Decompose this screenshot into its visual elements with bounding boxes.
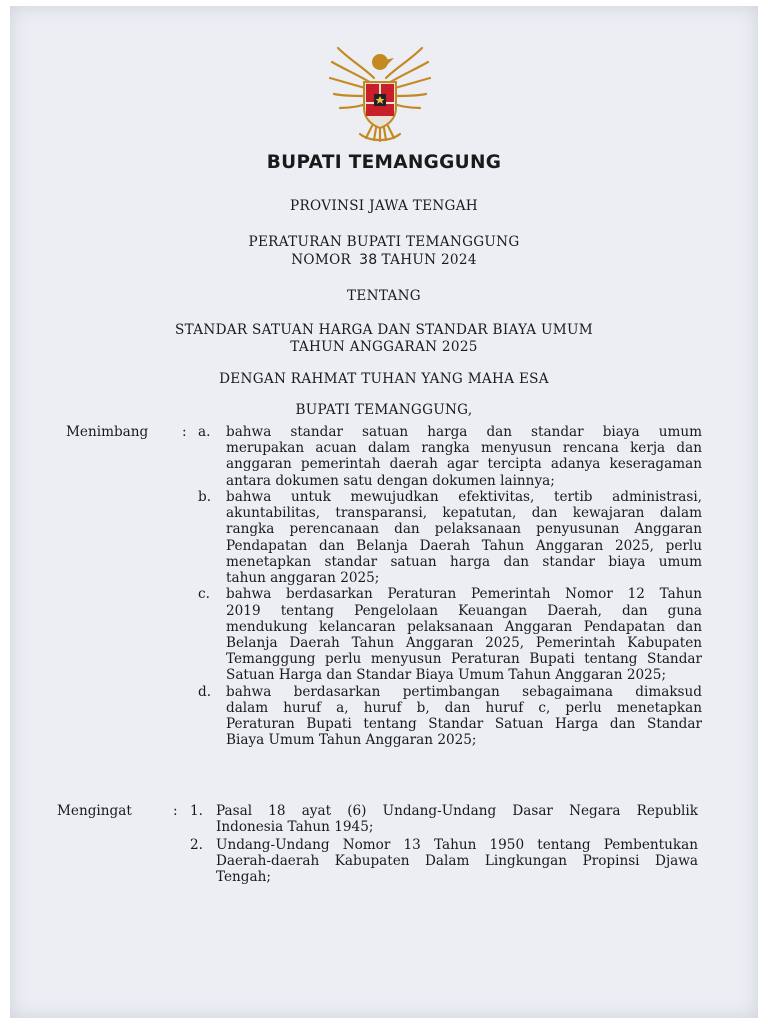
menimbang-item-line: bahwa untuk mewujudkan efektivitas, tertib administrasi,: [226, 489, 702, 505]
menimbang-item-line: tahun anggaran 2025;: [226, 570, 380, 586]
menimbang-item-line: Belanja Daerah Tahun Anggaran 2025, Pemerintah Kabupaten: [226, 635, 702, 651]
regulation-number-line: [0, 252, 768, 268]
menimbang-item-line: bahwa berdasarkan pertimbangan sebagaimana dimaksud: [226, 683, 702, 700]
mengingat-item-marker: 2.: [190, 837, 203, 853]
regent-line: BUPATI TEMANGGUNG,: [295, 402, 473, 418]
mengingat-colon: :: [173, 803, 178, 819]
mengingat-item-line: Tengah;: [216, 869, 271, 886]
blessing-line: DENGAN RAHMAT TUHAN YANG MAHA ESA: [219, 371, 549, 387]
menimbang-item-line: Satuan Harga dan Standar Biaya Umum Tahun Anggaran 2025;: [226, 667, 667, 684]
menimbang-item-line: Temanggung perlu menyusun Peraturan Bupati tentang Standar: [226, 651, 702, 668]
menimbang-item-line: bahwa standar satuan harga dan standar biaya umum: [226, 424, 702, 440]
mengingat-label: Mengingat: [57, 803, 132, 819]
menimbang-label: Menimbang: [66, 424, 149, 440]
menimbang-item-line: mendukung kelancaran pelaksanaan Anggaran Pendapatan dan: [226, 618, 702, 635]
issuing-authority-title: BUPATI TEMANGGUNG: [266, 152, 502, 173]
menimbang-item-marker: b.: [198, 489, 212, 505]
menimbang-item-line: antara dokumen satu dengan dokumen lainnya;: [226, 472, 555, 489]
mengingat-item-line: Pasal 18 ayat (6) Undang-Undang Dasar Negara Republik: [216, 803, 698, 819]
about-heading: TENTANG: [347, 288, 421, 304]
menimbang-item-line: akuntabilitas, transparansi, kepatutan, dan kewajaran dalam: [226, 505, 702, 522]
menimbang-item-line: merupakan acuan dalam rangka menyusun rencana kerja dan: [226, 440, 702, 457]
menimbang-item-line: menetapkan standar satuan harga dan standar biaya umum: [226, 553, 702, 570]
subject-line-1: STANDAR SATUAN HARGA DAN STANDAR BIAYA UMUM: [175, 322, 593, 338]
mengingat-item-line: Daerah-daerah Kabupaten Dalam Lingkungan Propinsi Djawa: [216, 853, 698, 870]
menimbang-item-marker: c.: [198, 586, 210, 603]
mengingat-item-line: Undang-Undang Nomor 13 Tahun 1950 tentang Pembentukan: [216, 837, 698, 853]
menimbang-item-line: 2019 tentang Pengelolaan Keuangan Daerah, dan guna: [226, 602, 702, 619]
menimbang-item-marker: d.: [198, 683, 212, 700]
regulation-title: PERATURAN BUPATI TEMANGGUNG: [248, 234, 520, 250]
mengingat-item-marker: 1.: [190, 803, 203, 819]
number-year: TAHUN 2024: [381, 252, 477, 268]
province-line: PROVINSI JAWA TENGAH: [290, 198, 478, 214]
menimbang-item-line: Biaya Umum Tahun Anggaran 2025;: [226, 732, 477, 749]
menimbang-item-line: Peraturan Bupati tentang Standar Satuan Harga dan Standar: [226, 716, 702, 733]
menimbang-item-line: anggaran pemerintah daerah agar tercipta adanya keseragaman: [226, 456, 702, 473]
regulation-number: 38: [359, 252, 378, 268]
menimbang-item-line: rangka perencanaan dan pelaksanaan penyusunan Anggaran: [226, 521, 702, 538]
menimbang-item-line: dalam huruf a, huruf b, dan huruf c, perlu menetapkan: [226, 700, 702, 716]
mengingat-item-line: Indonesia Tahun 1945;: [216, 819, 374, 836]
subject-line-2: TAHUN ANGGARAN 2025: [290, 339, 478, 355]
menimbang-item-line: Pendapatan dan Belanja Daerah Tahun Anggaran 2025, perlu: [226, 537, 702, 554]
document-page: [10, 6, 758, 1018]
garuda-pancasila-emblem-icon: [324, 38, 436, 150]
menimbang-colon: :: [182, 424, 187, 440]
menimbang-item-marker: a.: [198, 424, 211, 440]
number-prefix: NOMOR: [291, 252, 352, 268]
menimbang-item-line: bahwa berdasarkan Peraturan Pemerintah Nomor 12 Tahun: [226, 586, 702, 603]
